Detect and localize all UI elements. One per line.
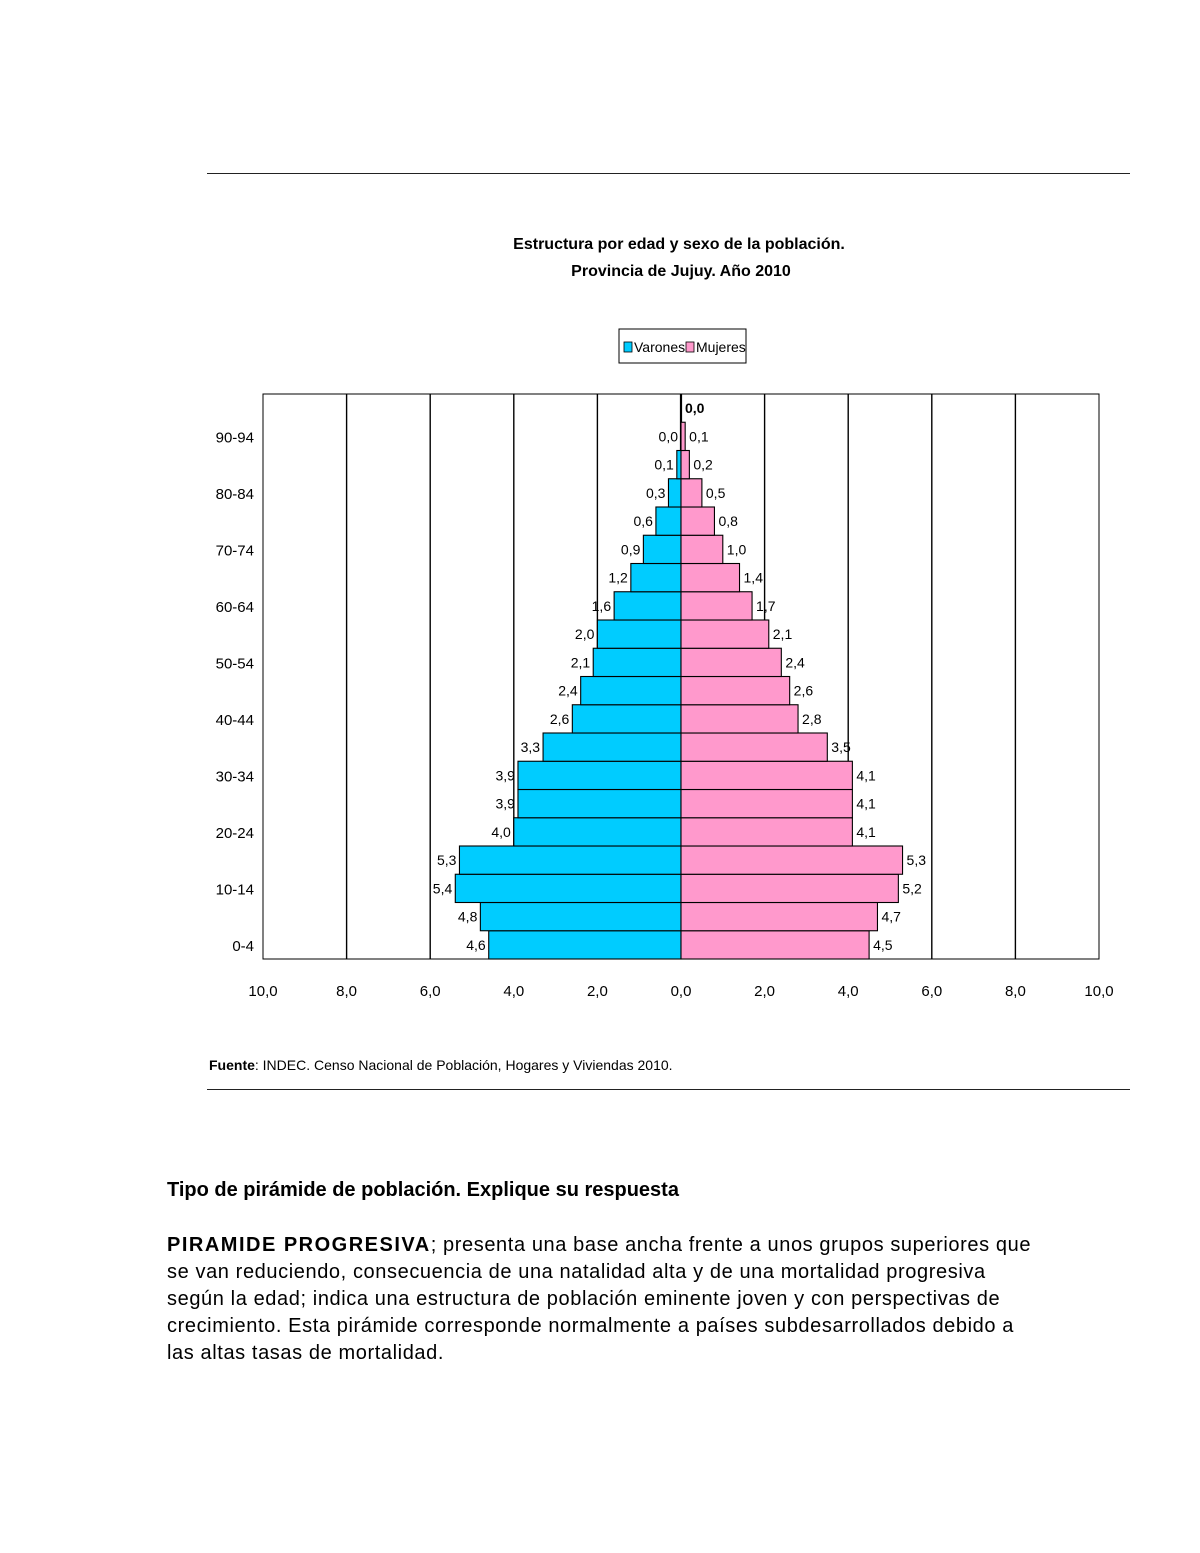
bar-mujeres-30-34 [681,761,852,789]
legend-swatch-varones [624,342,632,352]
data-label-mujeres-80-84: 0,5 [705,484,726,501]
x-tick-label: 4,0 [503,983,525,1000]
bar-mujeres-5-9 [681,903,877,931]
data-label-mujeres-50-54: 2,4 [785,654,805,671]
data-label-varones-35-39: 3,3 [520,739,541,756]
data-label-mujeres-95+: 0,0 [685,400,705,417]
legend-label-varones: Varones [634,339,686,355]
bar-mujeres-80-84 [681,479,702,507]
x-tick-label: 6,0 [921,983,943,1000]
data-label-mujeres-60-64: 1,7 [756,597,776,614]
data-label-mujeres-25-29: 4,1 [856,795,876,812]
data-label-mujeres-20-24: 4,1 [856,823,876,840]
bar-varones-15-19 [459,846,681,874]
legend-label-mujeres: Mujeres [696,339,746,355]
legend [619,329,746,363]
bar-varones-0-4 [489,931,681,959]
data-label-varones-75-79: 0,6 [633,513,653,530]
data-label-varones-60-64: 1,6 [591,597,612,614]
data-label-mujeres-85-89: 0,2 [693,456,713,473]
bar-mujeres-0-4 [681,931,869,959]
x-axis-ticks [248,983,1113,1000]
bar-varones-20-24 [514,818,681,846]
bar-mujeres-70-74 [681,535,723,563]
data-label-mujeres-45-49: 2,6 [793,682,814,699]
data-label-varones-80-84: 0,3 [645,484,666,501]
source-note [209,1057,673,1073]
data-label-varones-30-34: 3,9 [495,767,515,784]
bar-varones-25-29 [518,790,681,818]
data-label-mujeres-65-69: 1,4 [743,569,763,586]
y-tick-label-10-14: 10-14 [215,881,254,899]
bar-mujeres-90-94 [681,422,685,450]
data-label-mujeres-0-4: 4,5 [873,936,893,953]
data-label-varones-50-54: 2,1 [570,654,591,671]
data-label-mujeres-90-94: 0,1 [689,428,709,445]
bar-mujeres-10-14 [681,874,898,902]
data-label-varones-90-94: 0,0 [658,428,678,445]
y-tick-label-80-84: 80-84 [215,485,254,503]
y-tick-label-20-24: 20-24 [215,824,254,842]
data-label-mujeres-55-59: 2,1 [772,626,793,643]
data-label-varones-10-14: 5,4 [432,880,453,897]
x-tick-label: 2,0 [754,983,776,1000]
data-label-varones-0-4: 4,6 [466,936,486,953]
data-label-varones-70-74: 0,9 [620,541,641,558]
bar-varones-80-84 [668,479,681,507]
bar-varones-35-39 [543,733,681,761]
y-tick-label-40-44: 40-44 [215,711,254,729]
bar-mujeres-25-29 [681,790,852,818]
data-label-varones-25-29: 3,9 [495,795,515,812]
data-label-varones-65-69: 1,2 [608,569,628,586]
bar-mujeres-60-64 [681,592,752,620]
data-label-varones-40-44: 2,6 [549,710,570,727]
bar-varones-45-49 [581,677,681,705]
bar-varones-55-59 [597,620,681,648]
bar-varones-30-34 [518,761,681,789]
data-label-varones-15-19: 5,3 [436,852,457,869]
bar-mujeres-50-54 [681,648,781,676]
x-tick-label: 4,0 [837,983,859,1000]
source-label: Fuente [209,1057,255,1073]
data-label-varones-5-9: 4,8 [457,908,478,925]
source-text: : INDEC. Censo Nacional de Población, Hogares y Viviendas 2010. [254,1057,673,1073]
data-label-mujeres-70-74: 1,0 [726,541,747,558]
bar-varones-5-9 [480,903,681,931]
x-tick-label: 2,0 [586,983,608,1000]
answer-paragraph [167,1232,1047,1367]
y-tick-label-0-4: 0-4 [232,937,254,955]
data-label-varones-55-59: 2,0 [574,626,595,643]
data-label-mujeres-10-14: 5,2 [902,880,922,897]
data-label-mujeres-30-34: 4,1 [856,767,876,784]
data-label-mujeres-15-19: 5,3 [906,852,927,869]
bar-mujeres-55-59 [681,620,769,648]
bar-mujeres-15-19 [681,846,903,874]
bar-mujeres-85-89 [681,451,689,479]
data-label-varones-20-24: 4,0 [491,823,511,840]
y-tick-label-90-94: 90-94 [215,429,254,447]
x-tick-label: 0,0 [670,983,692,1000]
data-label-mujeres-35-39: 3,5 [831,739,851,756]
y-axis-ticks [216,429,254,955]
data-label-mujeres-40-44: 2,8 [802,710,822,727]
legend-swatch-mujeres [686,342,694,352]
answer-lead: PIRAMIDE PROGRESIVA [167,1234,431,1256]
bottom-divider [207,1089,1130,1090]
x-tick-label: 10,0 [248,983,278,1000]
x-tick-label: 10,0 [1084,983,1114,1000]
y-tick-label-60-64: 60-64 [215,598,254,616]
bar-varones-85-89 [677,451,681,479]
bar-mujeres-35-39 [681,733,827,761]
x-tick-label: 8,0 [336,983,358,1000]
bar-mujeres-40-44 [681,705,798,733]
chart-title-line-2: Provincia de Jujuy. Año 2010 [571,263,791,280]
bar-varones-10-14 [455,874,681,902]
bar-mujeres-65-69 [681,564,740,592]
bar-mujeres-20-24 [681,818,852,846]
x-tick-label: 6,0 [419,983,441,1000]
bar-varones-60-64 [614,592,681,620]
y-tick-label-30-34: 30-34 [215,768,254,786]
bar-varones-70-74 [643,535,681,563]
x-tick-label: 8,0 [1004,983,1026,1000]
data-label-mujeres-75-79: 0,8 [718,513,738,530]
answer-body: ; presenta una base ancha frente a unos grupos superiores que se van reduciendo, consecuencia de una natalidad alta y de una mortalidad progresiva según la edad; indica una estructura de población eminente joven y con perspectivas de crecimiento. Esta pirámide corresponde normalmente a países subdesarrollados debido a las altas tasas de mortalidad. [167,1234,1032,1364]
bar-varones-40-44 [572,705,681,733]
bar-varones-50-54 [593,648,681,676]
y-tick-label-70-74: 70-74 [215,542,254,560]
chart-title-line-1: Estructura por edad y sexo de la población. [513,236,845,253]
question-heading: Tipo de pirámide de población. Explique su respuesta [167,1179,679,1201]
bar-mujeres-75-79 [681,507,714,535]
bar-mujeres-45-49 [681,677,790,705]
data-label-varones-85-89: 0,1 [654,456,674,473]
data-label-mujeres-5-9: 4,7 [881,908,901,925]
data-label-varones-45-49: 2,4 [558,682,578,699]
bar-varones-75-79 [656,507,681,535]
bar-varones-65-69 [631,564,681,592]
y-tick-label-50-54: 50-54 [215,655,254,673]
